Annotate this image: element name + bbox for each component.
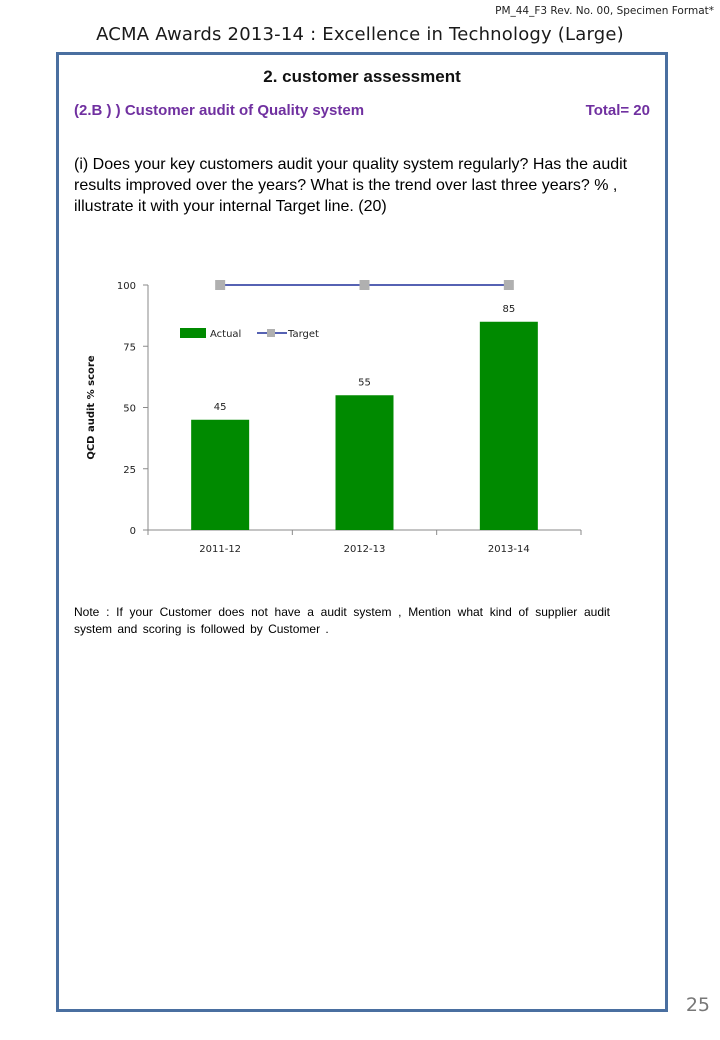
legend-label-actual: Actual — [210, 329, 242, 340]
x-tick-label: 2013-14 — [487, 544, 530, 555]
legend-swatch-actual — [180, 328, 206, 338]
bar-actual — [336, 395, 394, 530]
question-text: (i) Does your key customers audit your quality system regularly? Has the audit results improved over the years? What is the trend over last three years? % , illustrate it with your internal Target line. (20) — [74, 156, 628, 215]
y-tick-label: 100 — [116, 281, 136, 292]
subheading-label: (2.B ) ) Customer audit of Quality system — [74, 102, 365, 119]
target-marker — [360, 280, 370, 290]
legend-marker-target — [267, 329, 275, 337]
subheading — [74, 102, 650, 119]
audit-score-chart — [76, 265, 596, 565]
x-tick-label: 2011-12 — [199, 544, 242, 555]
x-tick-label: 2012-13 — [343, 544, 386, 555]
bar-data-label: 85 — [502, 303, 516, 315]
bar-actual — [480, 322, 538, 530]
section-title: 2. customer assessment — [263, 67, 461, 86]
bar-actual — [191, 420, 249, 530]
y-tick-label: 25 — [123, 464, 136, 476]
y-tick-label: 0 — [129, 526, 136, 537]
bar-data-label: 55 — [358, 377, 371, 389]
y-tick-label: 50 — [123, 403, 136, 415]
revision-label: PM_44_F3 Rev. No. 00, Specimen Format* — [495, 5, 714, 17]
target-marker — [215, 280, 225, 290]
y-axis-title: QCD audit % score — [86, 355, 97, 460]
bar-data-label: 45 — [213, 401, 227, 413]
note-text: Note : If your Customer does not have a audit system , Mention what kind of supplier audit system and scoring is followed by Customer . — [74, 605, 610, 636]
y-tick-label: 75 — [123, 342, 136, 354]
document-header: ACMA Awards 2013-14 : Excellence in Technology (Large) — [96, 24, 624, 45]
page-number: 25 — [685, 994, 710, 1016]
total-marks: Total= 20 — [585, 102, 650, 119]
legend-label-target: Target — [288, 329, 319, 340]
target-marker — [504, 280, 514, 290]
